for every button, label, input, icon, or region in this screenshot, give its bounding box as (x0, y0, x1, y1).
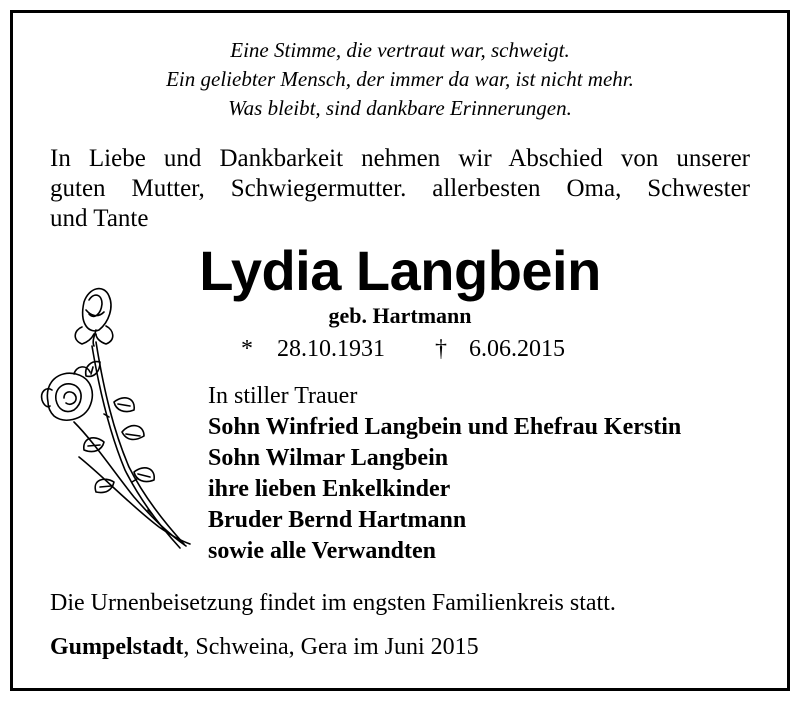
poem-line: Was bleibt, sind dankbare Erinnerungen. (228, 96, 572, 120)
place-and-date (50, 632, 479, 662)
mourner-entry: Sohn Wilmar Langbein (208, 445, 449, 471)
maiden-name: geb. Hartmann (328, 303, 472, 328)
town-name: Gumpelstadt (50, 634, 184, 660)
life-dates (241, 334, 565, 364)
birth-symbol: * (241, 336, 253, 362)
intro-line: guten Mutter, Schwiegermutter. allerbesten Oma, Schwester (50, 175, 750, 202)
farewell-intro (50, 144, 750, 234)
intro-line: In Liebe und Dankbarkeit nehmen wir Abschied von unserer (50, 145, 750, 172)
poem-line: Ein geliebter Mensch, der immer da war, ist nicht mehr. (166, 67, 634, 91)
death-symbol: † (435, 336, 447, 362)
birth-date: 28.10.1931 (277, 336, 385, 362)
deceased-name: Lydia Langbein (199, 239, 601, 302)
place-rest: , Schweina, Gera im Juni 2015 (183, 634, 479, 660)
mourning-heading: In stiller Trauer (208, 383, 358, 409)
death-date: 6.06.2015 (469, 336, 565, 362)
mourner-entry: Bruder Bernd Hartmann (208, 507, 467, 533)
mourner-entry: ihre lieben Enkelkinder (208, 476, 451, 502)
mourner-entry: sowie alle Verwandten (208, 538, 436, 564)
mourners-block (208, 381, 681, 567)
intro-line: und Tante (50, 205, 149, 232)
memorial-poem (0, 36, 800, 123)
burial-note: Die Urnenbeisetzung findet im engsten Familienkreis statt. (50, 590, 616, 616)
mourner-entry: Sohn Winfried Langbein und Ehefrau Kerstin (208, 414, 682, 440)
rose-drawing-icon (34, 282, 194, 554)
poem-line: Eine Stimme, die vertraut war, schweigt. (230, 38, 570, 62)
